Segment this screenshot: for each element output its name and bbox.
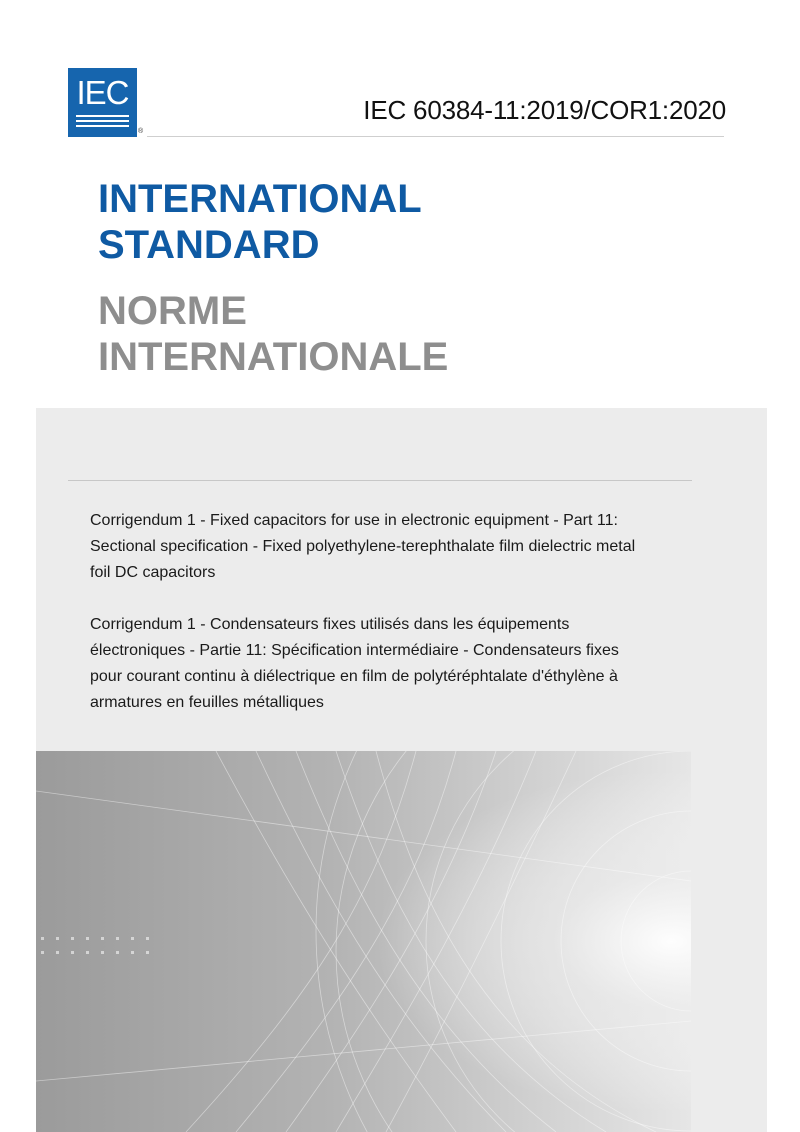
logo-text: IEC: [76, 74, 129, 111]
panel-divider: [68, 480, 692, 481]
title-french-line-2: INTERNATIONALE: [98, 335, 449, 379]
iec-logo: [68, 68, 137, 137]
title-english-line-2: STANDARD: [98, 223, 320, 267]
title-french: [98, 288, 448, 380]
title-english: [98, 176, 422, 268]
document-id: IEC 60384-11:2019/COR1:2020: [363, 95, 726, 125]
logo-lines: [76, 112, 129, 127]
description-french: Corrigendum 1 - Condensateurs fixes utilisés dans les équipements électroniques - Partie 11: Spécification intermédiaire - Condensateurs fixes pour courant continu à diélectrique en film de polytéréphtalate d'éthylène à armatures en feuilles métalliques: [90, 616, 619, 711]
registered-mark: ®: [138, 128, 144, 135]
title-english-line-1: INTERNATIONAL: [98, 177, 422, 221]
title-french-line-1: NORME: [98, 289, 247, 333]
description-english: Corrigendum 1 - Fixed capacitors for use in electronic equipment - Part 11: Sectional specification - Fixed polyethylene-terephthalate film dielectric metal foil DC capacitors: [90, 512, 636, 581]
cover-artwork: [36, 751, 691, 1132]
header-divider: [147, 136, 724, 137]
